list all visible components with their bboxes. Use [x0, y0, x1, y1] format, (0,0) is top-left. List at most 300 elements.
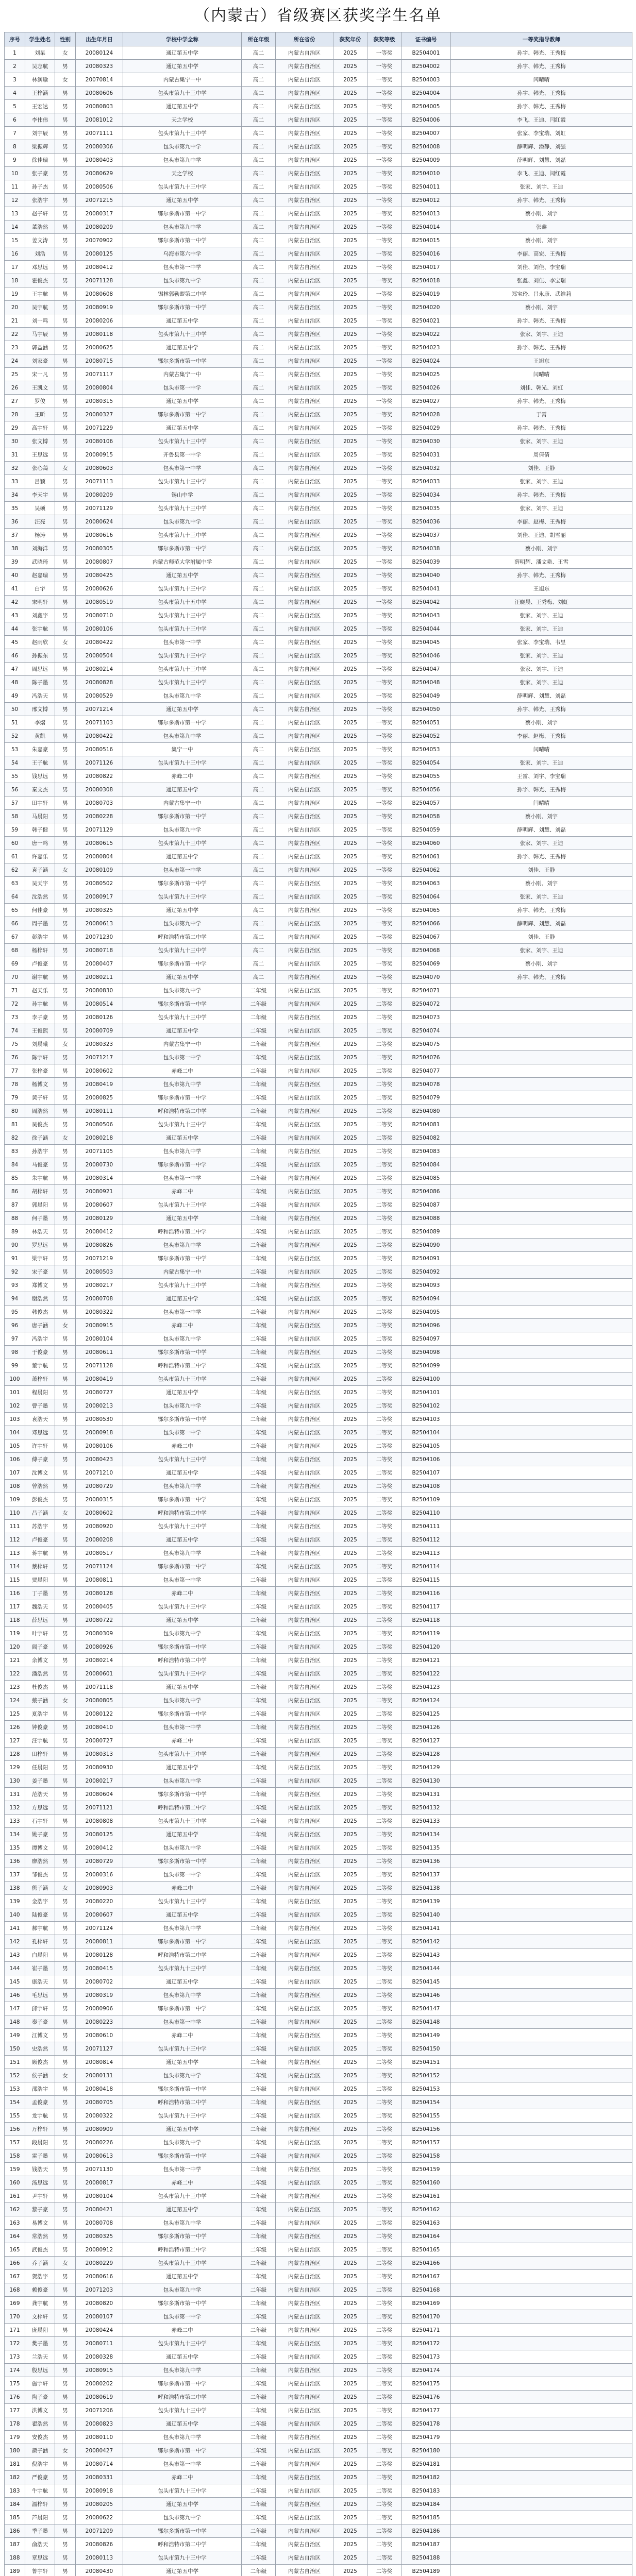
table-row	[5, 1011, 632, 1024]
table-row	[5, 1895, 632, 1908]
table-cell: 包头市第九十三中学	[123, 1667, 242, 1681]
table-cell: 内蒙古自治区	[276, 2511, 333, 2524]
table-cell: 男	[55, 730, 76, 743]
table-cell: 2025	[333, 877, 367, 890]
table-row	[5, 207, 632, 221]
table-cell	[451, 1346, 632, 1359]
table-cell	[451, 1386, 632, 1399]
table-cell: 苏浩宇	[25, 1520, 55, 1533]
table-cell: B2504085	[401, 1172, 451, 1185]
table-cell: 2025	[333, 448, 367, 462]
table-cell: 女	[55, 2444, 76, 2458]
table-cell: 20071127	[76, 2042, 123, 2056]
table-cell: 20080613	[76, 917, 123, 930]
table-cell: B2504165	[401, 2243, 451, 2257]
table-cell: 包头市第九十三中学	[123, 1600, 242, 1614]
table-cell: 内蒙古自治区	[276, 1801, 333, 1815]
table-cell: B2504057	[401, 796, 451, 810]
table-cell: 芦晨阳	[25, 2511, 55, 2524]
table-cell: B2504068	[401, 944, 451, 957]
table-cell: 147	[5, 2002, 25, 2015]
table-cell: B2504063	[401, 877, 451, 890]
table-cell: 20071128	[76, 1359, 123, 1372]
table-cell: 20080715	[76, 354, 123, 368]
table-cell: 包头市第一中学	[123, 636, 242, 649]
table-cell: 男	[55, 663, 76, 676]
table-cell: 包头市第九十三中学	[123, 2404, 242, 2417]
table-cell: 二年级	[242, 1399, 276, 1413]
table-cell: 汪宇航	[25, 1734, 55, 1748]
table-row	[5, 2270, 632, 2283]
table-cell: 高二	[242, 529, 276, 542]
table-row	[5, 890, 632, 904]
table-cell: 一等奖	[367, 287, 401, 301]
table-cell: 包头市第九十三中学	[123, 1372, 242, 1386]
table-cell: 董宇航	[25, 1359, 55, 1372]
table-cell: 二等奖	[367, 1399, 401, 1413]
table-cell: 20080213	[76, 1399, 123, 1413]
table-cell: 包头市第九十三中学	[123, 328, 242, 341]
table-cell: 男	[55, 689, 76, 703]
table-cell: 2025	[333, 1158, 367, 1172]
table-cell: 男	[55, 261, 76, 274]
table-cell	[451, 2324, 632, 2337]
table-cell: 高二	[242, 207, 276, 221]
table-cell: 孙宇、韩光、王秀梅	[451, 194, 632, 207]
table-cell: B2504059	[401, 823, 451, 837]
table-cell: 内蒙古自治区	[276, 743, 333, 756]
table-cell: 20080811	[76, 1935, 123, 1948]
table-cell: 郑博文	[25, 1279, 55, 1292]
table-cell: 2025	[333, 2484, 367, 2498]
table-cell	[451, 1667, 632, 1681]
table-cell: 刘佳、王静	[451, 930, 632, 944]
table-cell: 内蒙古自治区	[276, 1868, 333, 1882]
table-cell: 闫晴晴	[451, 743, 632, 756]
table-cell: 孙宇、韩光、王秀梅	[451, 46, 632, 60]
table-cell: B2504103	[401, 1413, 451, 1426]
table-cell: 20080323	[76, 1038, 123, 1051]
table-cell: 内蒙古自治区	[276, 676, 333, 689]
table-cell: 20080514	[76, 997, 123, 1011]
table-cell: B2504123	[401, 1681, 451, 1694]
table-cell: 内蒙古自治区	[276, 770, 333, 783]
table-cell: B2504099	[401, 1359, 451, 1372]
table-cell: 男	[55, 1172, 76, 1185]
table-cell: B2504015	[401, 234, 451, 247]
table-cell	[451, 1252, 632, 1265]
table-cell: 150	[5, 2042, 25, 2056]
table-row	[5, 1640, 632, 1654]
table-cell: 2025	[333, 850, 367, 863]
table-cell: 陈宇轩	[25, 1051, 55, 1064]
table-cell: 马俊豪	[25, 1158, 55, 1172]
table-cell: 吕颖	[25, 475, 55, 488]
table-cell: 二年级	[242, 1587, 276, 1600]
table-row	[5, 2243, 632, 2257]
table-cell: 高二	[242, 703, 276, 716]
table-cell: 20080419	[76, 1078, 123, 1091]
table-cell: 一等奖	[367, 944, 401, 957]
table-cell: 2025	[333, 917, 367, 930]
table-cell: 63	[5, 877, 25, 890]
table-cell: 男	[55, 582, 76, 596]
table-cell: 包头市第九十三中学	[123, 2109, 242, 2123]
table-cell: 一等奖	[367, 850, 401, 863]
table-cell: 男	[55, 1801, 76, 1815]
table-cell: 锡山中学	[123, 488, 242, 502]
table-cell: 20080309	[76, 1627, 123, 1640]
table-cell: 内蒙古自治区	[276, 609, 333, 622]
table-cell: 85	[5, 1172, 25, 1185]
table-row	[5, 261, 632, 274]
table-cell: 张家、刘宇、王迪	[451, 475, 632, 488]
table-cell: 84	[5, 1158, 25, 1172]
table-cell: 一等奖	[367, 877, 401, 890]
table-cell: 145	[5, 1975, 25, 1989]
table-cell: 男	[55, 1788, 76, 1801]
table-cell: 20080602	[76, 1506, 123, 1520]
table-cell	[451, 2310, 632, 2324]
table-row	[5, 154, 632, 167]
table-row	[5, 796, 632, 810]
table-cell: 2025	[333, 2230, 367, 2243]
table-cell	[451, 2136, 632, 2149]
table-cell: 高二	[242, 944, 276, 957]
table-row	[5, 582, 632, 596]
table-cell: 20080306	[76, 140, 123, 154]
table-cell: 二等奖	[367, 2364, 401, 2377]
table-cell: 女	[55, 1038, 76, 1051]
table-cell: 内蒙古自治区	[276, 1145, 333, 1158]
table-cell: B2504169	[401, 2297, 451, 2310]
table-cell: 二等奖	[367, 1748, 401, 1761]
table-cell: B2504007	[401, 127, 451, 140]
table-cell	[451, 1319, 632, 1332]
table-cell: 20071121	[76, 1801, 123, 1815]
table-cell: 曹子墨	[25, 1399, 55, 1413]
table-cell: B2504025	[401, 368, 451, 381]
table-cell: 86	[5, 1185, 25, 1198]
table-cell: 男	[55, 221, 76, 234]
table-cell: 男	[55, 676, 76, 689]
table-cell: B2504106	[401, 1453, 451, 1466]
table-cell: 175	[5, 2377, 25, 2391]
table-cell: 内蒙古自治区	[276, 930, 333, 944]
table-cell: 20080918	[76, 2484, 123, 2498]
table-cell: 王子航	[25, 756, 55, 770]
table-row	[5, 1346, 632, 1359]
table-cell: 2025	[333, 502, 367, 515]
table-cell: 男	[55, 984, 76, 997]
table-cell: B2504026	[401, 381, 451, 395]
table-cell: 林润瑜	[25, 73, 55, 87]
table-row	[5, 957, 632, 971]
table-row	[5, 1172, 632, 1185]
table-cell: 男	[55, 1640, 76, 1654]
table-cell: 高二	[242, 167, 276, 180]
table-row	[5, 1386, 632, 1399]
table-cell: 9	[5, 154, 25, 167]
table-cell: 2025	[333, 1895, 367, 1908]
table-cell: 通辽第五中学	[123, 1292, 242, 1306]
table-cell: 男	[55, 1346, 76, 1359]
table-cell: 2025	[333, 2283, 367, 2297]
table-cell: 内蒙古自治区	[276, 569, 333, 582]
table-cell: 二等奖	[367, 2270, 401, 2283]
table-cell: 高二	[242, 823, 276, 837]
table-cell: 82	[5, 1131, 25, 1145]
table-cell: 王宇航	[25, 287, 55, 301]
table-cell: 20080325	[76, 904, 123, 917]
table-cell: 20080608	[76, 287, 123, 301]
table-cell: 二年级	[242, 1279, 276, 1292]
table-cell: 男	[55, 2029, 76, 2042]
table-cell: 男	[55, 649, 76, 663]
table-cell: 二年级	[242, 2029, 276, 2042]
table-cell: 二等奖	[367, 1801, 401, 1815]
table-cell: 内蒙古自治区	[276, 1882, 333, 1895]
table-cell: 20080804	[76, 381, 123, 395]
table-cell: 163	[5, 2216, 25, 2230]
table-row	[5, 435, 632, 448]
table-cell: 赤峰二中	[123, 2324, 242, 2337]
table-cell: 高二	[242, 462, 276, 475]
table-cell: 彭俊杰	[25, 1493, 55, 1506]
table-cell: 女	[55, 46, 76, 60]
table-cell: 20080926	[76, 1640, 123, 1654]
table-cell: 二年级	[242, 1855, 276, 1868]
column-header: 学生姓名	[25, 32, 55, 46]
table-row	[5, 395, 632, 408]
column-header: 获奖等级	[367, 32, 401, 46]
table-cell: 女	[55, 1131, 76, 1145]
table-cell: 内蒙古自治区	[276, 636, 333, 649]
table-row	[5, 502, 632, 515]
table-cell: 2025	[333, 2350, 367, 2364]
table-row	[5, 1319, 632, 1332]
table-cell: 内蒙古自治区	[276, 502, 333, 515]
table-cell: 二年级	[242, 1493, 276, 1506]
table-cell: 赵子轩	[25, 207, 55, 221]
table-cell: 二等奖	[367, 1948, 401, 1962]
table-row	[5, 2297, 632, 2310]
table-cell: 42	[5, 596, 25, 609]
table-cell: 2025	[333, 180, 367, 194]
table-cell: 男	[55, 395, 76, 408]
table-cell: 2025	[333, 2257, 367, 2270]
table-cell: 2025	[333, 488, 367, 502]
table-cell	[451, 1547, 632, 1560]
table-cell: 二年级	[242, 1078, 276, 1091]
table-cell: 二年级	[242, 1386, 276, 1399]
table-cell: B2504177	[401, 2404, 451, 2417]
table-cell: 31	[5, 448, 25, 462]
table-cell: 20080315	[76, 395, 123, 408]
table-cell: 王宏达	[25, 100, 55, 113]
table-cell	[451, 1145, 632, 1158]
table-cell: B2504122	[401, 1667, 451, 1681]
table-cell: 一等奖	[367, 555, 401, 569]
table-cell: B2504113	[401, 1547, 451, 1560]
table-cell: 内蒙古自治区	[276, 2109, 333, 2123]
table-cell: 二等奖	[367, 1520, 401, 1533]
table-cell: 一等奖	[367, 488, 401, 502]
table-cell: 110	[5, 1506, 25, 1520]
table-cell: 男	[55, 1614, 76, 1627]
table-cell: 郭晨阳	[25, 1198, 55, 1212]
table-cell: 高二	[242, 221, 276, 234]
table-cell: 内蒙古自治区	[276, 1239, 333, 1252]
table-cell: 155	[5, 2109, 25, 2123]
table-cell: 内蒙古自治区	[276, 2458, 333, 2471]
table-cell: 男	[55, 381, 76, 395]
table-cell	[451, 1681, 632, 1694]
table-cell: 男	[55, 1453, 76, 1466]
table-cell: B2504050	[401, 703, 451, 716]
table-cell: 一等奖	[367, 796, 401, 810]
table-cell: 韩俊杰	[25, 1306, 55, 1319]
table-cell	[451, 2082, 632, 2096]
table-cell: 20	[5, 301, 25, 314]
table-cell: 男	[55, 1520, 76, 1533]
table-cell: B2504036	[401, 515, 451, 529]
table-cell: 20080826	[76, 1239, 123, 1252]
table-cell	[451, 1426, 632, 1439]
table-cell: 20080912	[76, 2243, 123, 2257]
table-cell	[451, 1694, 632, 1707]
table-cell: 张家、李宝瑞、刘虹	[451, 127, 632, 140]
table-cell	[451, 2109, 632, 2123]
table-cell: B2504168	[401, 2283, 451, 2297]
table-cell: 高二	[242, 555, 276, 569]
table-cell: 高二	[242, 368, 276, 381]
table-row	[5, 2511, 632, 2524]
table-cell: 2025	[333, 274, 367, 287]
table-cell	[451, 1466, 632, 1480]
table-cell: 48	[5, 676, 25, 689]
table-cell: 高二	[242, 341, 276, 354]
table-cell: 一等奖	[367, 341, 401, 354]
table-cell: 邢文博	[25, 703, 55, 716]
table-cell: 80	[5, 1105, 25, 1118]
table-cell: 20080703	[76, 796, 123, 810]
table-cell: 鄂尔多斯市第一中学	[123, 1935, 242, 1948]
table-row	[5, 529, 632, 542]
table-cell: 二等奖	[367, 2056, 401, 2069]
table-row	[5, 301, 632, 314]
table-cell	[451, 1707, 632, 1721]
table-cell: 男	[55, 2417, 76, 2431]
table-cell: 内蒙古自治区	[276, 1681, 333, 1694]
table-cell: 二等奖	[367, 2109, 401, 2123]
table-cell: 包头市第九十三中学	[123, 582, 242, 596]
table-cell: 男	[55, 850, 76, 863]
table-cell: 20071229	[76, 421, 123, 435]
table-cell: 2025	[333, 743, 367, 756]
table-cell: 20080217	[76, 1279, 123, 1292]
table-cell: 二年级	[242, 1560, 276, 1573]
table-cell: 内蒙古自治区	[276, 247, 333, 261]
table-cell	[451, 1614, 632, 1627]
table-cell: 104	[5, 1426, 25, 1439]
table-cell: 内蒙古自治区	[276, 1265, 333, 1279]
table-cell: 140	[5, 1908, 25, 1922]
table-row	[5, 2337, 632, 2350]
table-cell: 内蒙古自治区	[276, 328, 333, 341]
column-header: 出生年月日	[76, 32, 123, 46]
table-cell: 二等奖	[367, 1332, 401, 1346]
table-cell: 20080519	[76, 596, 123, 609]
table-cell	[451, 1239, 632, 1252]
table-cell: 包头市第一中学	[123, 2163, 242, 2176]
table-cell: 孙宇、韩光、王秀梅	[451, 783, 632, 796]
table-cell: 一等奖	[367, 435, 401, 448]
table-cell: 孙宇、韩光、王秀梅	[451, 569, 632, 582]
table-cell: 包头市第九十三中学	[123, 837, 242, 850]
table-cell: 张家、刘宇、王迪	[451, 435, 632, 448]
table-cell: 20080903	[76, 1882, 123, 1895]
table-cell: 二年级	[242, 1145, 276, 1158]
table-cell: 二年级	[242, 2082, 276, 2096]
table-cell: 2025	[333, 1573, 367, 1587]
table-cell: 男	[55, 609, 76, 622]
table-cell: 鄂尔多斯市第一中学	[123, 877, 242, 890]
table-row	[5, 1560, 632, 1573]
table-cell: 173	[5, 2350, 25, 2364]
table-cell: 143	[5, 1948, 25, 1962]
table-cell: 通辽第五中学	[123, 569, 242, 582]
table-cell: 段晨阳	[25, 2136, 55, 2149]
table-cell: 171	[5, 2324, 25, 2337]
table-cell: 二等奖	[367, 2511, 401, 2524]
table-cell: 高二	[242, 328, 276, 341]
table-cell: 男	[55, 756, 76, 770]
table-cell: 一等奖	[367, 127, 401, 140]
table-cell: 内蒙古自治区	[276, 1547, 333, 1560]
table-cell: 内蒙古自治区	[276, 1051, 333, 1064]
table-cell: 20080610	[76, 2029, 123, 2042]
table-row	[5, 2203, 632, 2216]
table-cell: 内蒙古自治区	[276, 1131, 333, 1145]
table-cell: 20071124	[76, 1560, 123, 1573]
table-cell: 内蒙古自治区	[276, 1306, 333, 1319]
table-cell: 呼和浩特市第二中学	[123, 1654, 242, 1667]
table-cell: 176	[5, 2391, 25, 2404]
table-cell: 二等奖	[367, 2190, 401, 2203]
table-cell: 20071126	[76, 756, 123, 770]
table-cell: 包头市第九十三中学	[123, 180, 242, 194]
table-row	[5, 274, 632, 287]
table-cell: 20080314	[76, 1172, 123, 1185]
table-cell: 高二	[242, 475, 276, 488]
table-cell: B2504100	[401, 1372, 451, 1386]
table-cell	[451, 1372, 632, 1386]
table-cell: 一等奖	[367, 730, 401, 743]
table-cell	[451, 1024, 632, 1038]
table-cell: B2504094	[401, 1292, 451, 1306]
table-cell: 男	[55, 2190, 76, 2203]
table-cell: 女	[55, 2257, 76, 2270]
table-row	[5, 1359, 632, 1372]
table-cell: 男	[55, 890, 76, 904]
table-cell: B2504006	[401, 113, 451, 127]
table-cell: B2504062	[401, 863, 451, 877]
table-cell: 内蒙古师范大学附属中学	[123, 555, 242, 569]
table-cell	[451, 2458, 632, 2471]
table-cell: 26	[5, 381, 25, 395]
table-row	[5, 1855, 632, 1868]
